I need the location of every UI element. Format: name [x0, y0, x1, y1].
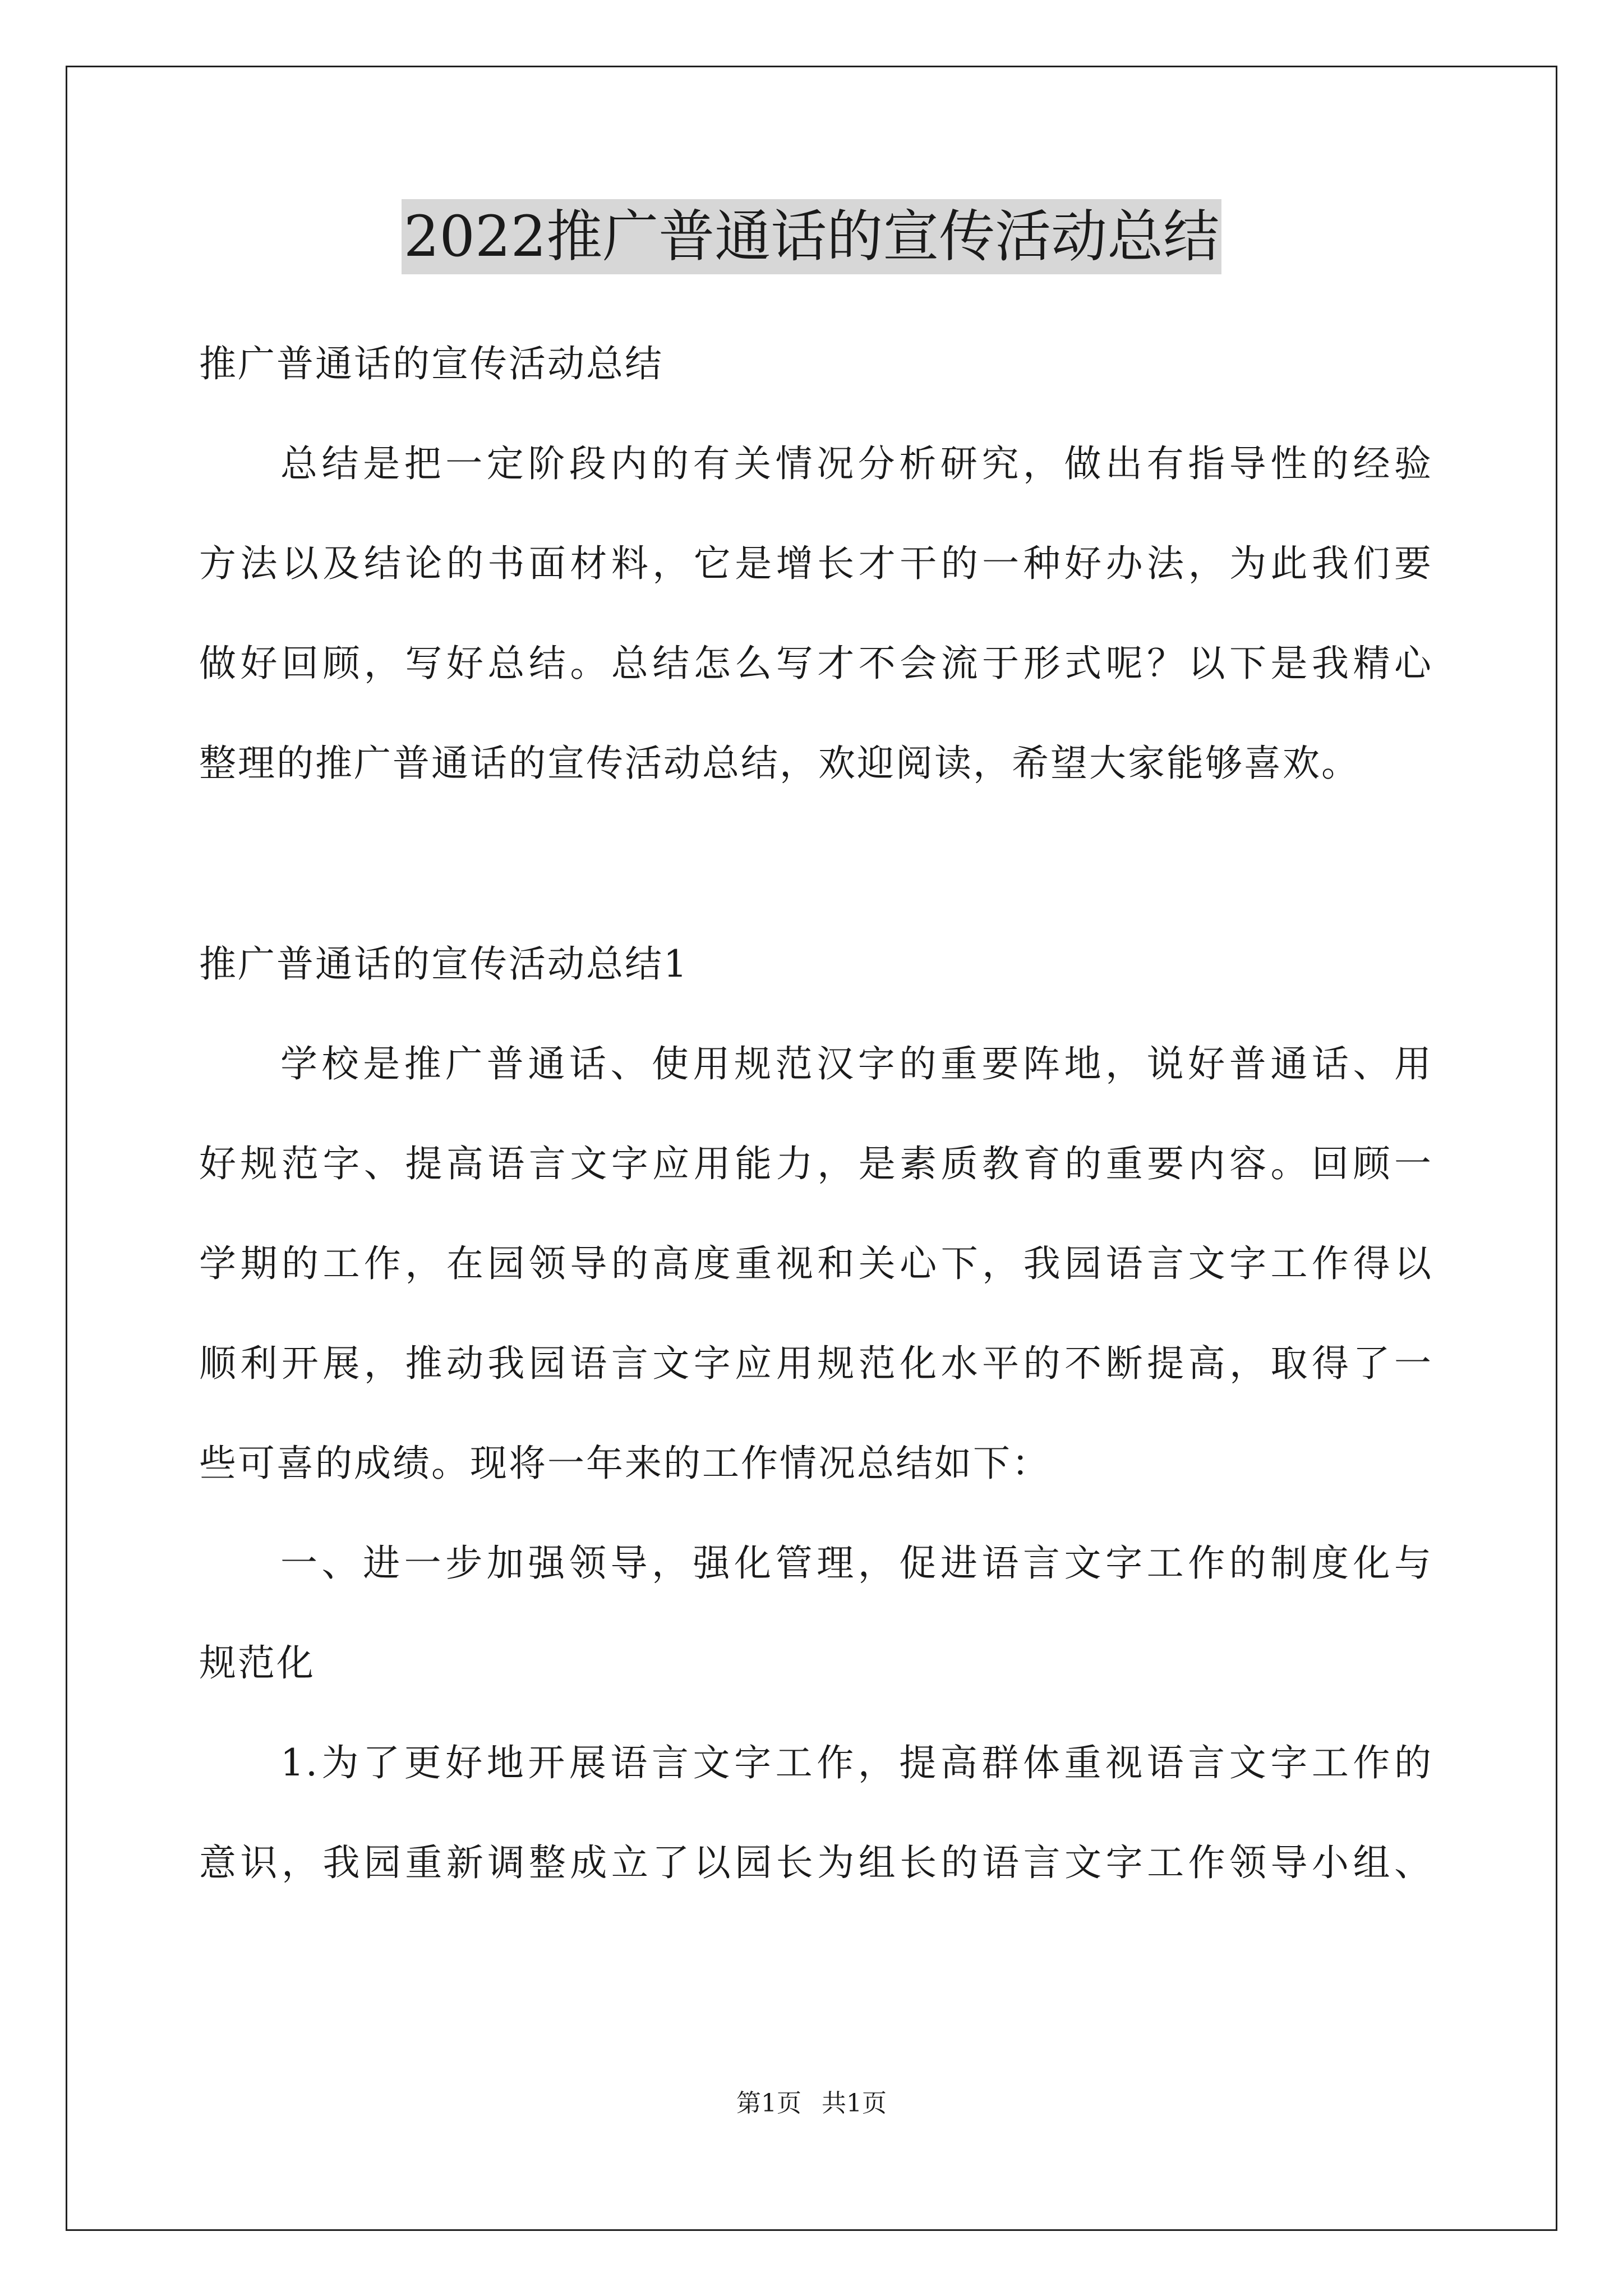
paragraph-line: 学期的工作，在园领导的高度重视和关心下，我园语言文字工作得以: [199, 1242, 1433, 1285]
section-spacer: [199, 813, 1433, 914]
title-container: [0, 199, 1623, 274]
paragraph-line: 学校是推广普通话、使用规范汉字的重要阵地，说好普通话、用: [280, 1042, 1433, 1085]
paragraph-line: 一、进一步加强领导，强化管理，促进语言文字工作的制度化与: [280, 1542, 1433, 1585]
paragraph-line: 顺利开展，推动我园语言文字应用规范化水平的不断提高，取得了一: [199, 1342, 1433, 1385]
document-title: 2022推广普通话的宣传活动总结: [402, 199, 1222, 274]
subtitle: 推广普通话的宣传活动总结: [199, 342, 663, 385]
document-body: [199, 314, 1433, 1913]
intro-line: 整理的推广普通话的宣传活动总结，欢迎阅读，希望大家能够喜欢。: [199, 742, 1360, 785]
intro-line: 总结是把一定阶段内的有关情况分析研究，做出有指导性的经验: [280, 442, 1433, 485]
paragraph-line: 规范化: [199, 1641, 315, 1685]
paragraph-line: 1.为了更好地开展语言文字工作，提高群体重视语言文字工作的: [280, 1741, 1433, 1784]
paragraph-line: 些可喜的成绩。现将一年来的工作情况总结如下：: [199, 1442, 1050, 1485]
intro-line: 方法以及结论的书面材料，它是增长才干的一种好办法，为此我们要: [199, 542, 1433, 585]
page-count: 共1页: [822, 2089, 887, 2118]
page-number: 第1页: [736, 2089, 801, 2118]
paragraph-line: 意识，我园重新调整成立了以园长为组长的语言文字工作领导小组、: [199, 1841, 1433, 1884]
page-footer: [0, 2087, 1623, 2120]
section-heading: 推广普通话的宣传活动总结1: [199, 942, 689, 986]
paragraph-line: 好规范字、提高语言文字应用能力，是素质教育的重要内容。回顾一: [199, 1142, 1433, 1185]
intro-line: 做好回顾，写好总结。总结怎么写才不会流于形式呢？以下是我精心: [199, 642, 1433, 685]
